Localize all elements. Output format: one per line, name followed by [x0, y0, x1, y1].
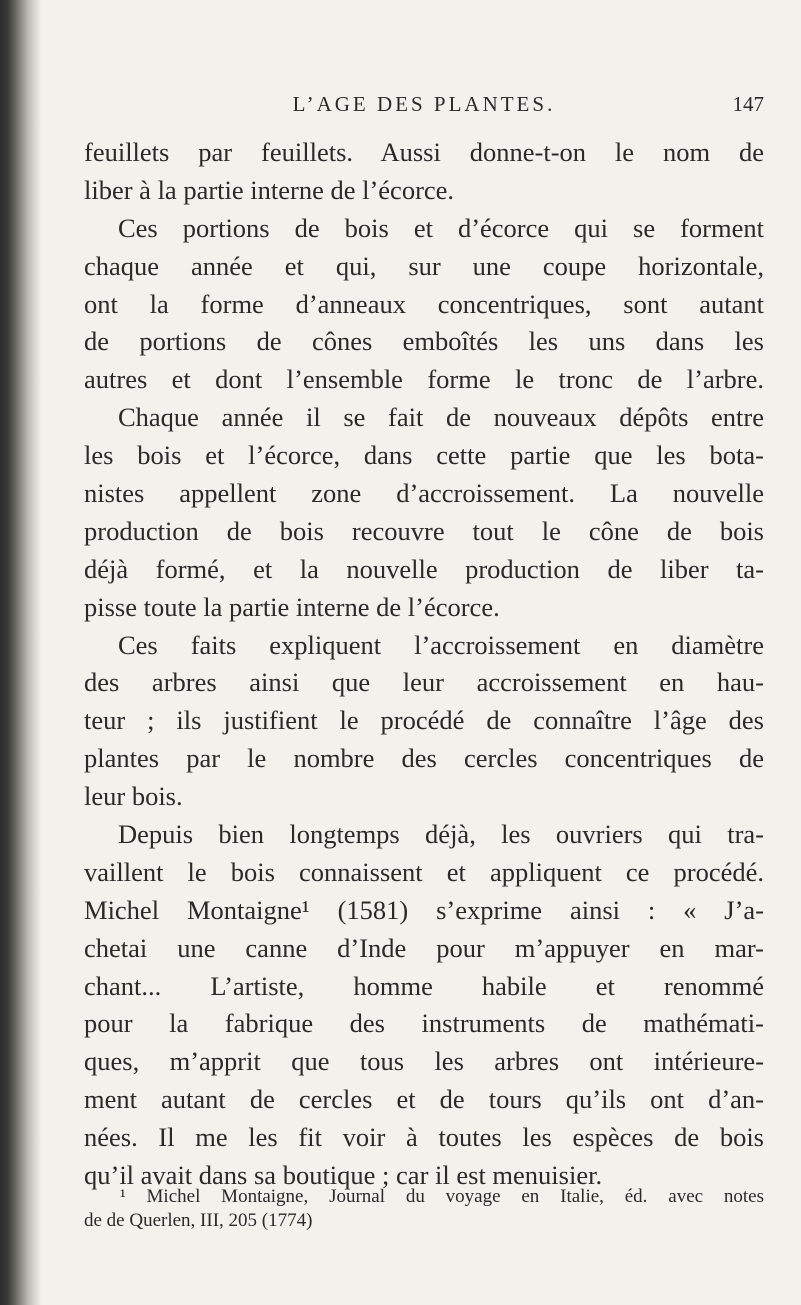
- text-line: autres et dont l’ensemble forme le tronc de l’arbre.: [84, 364, 764, 395]
- text-line: leur bois.: [84, 781, 183, 812]
- text-line: chaque année et qui, sur une coupe horizontale,: [84, 250, 764, 281]
- text-line: feuillets par feuillets. Aussi donne-t-on le nom de: [84, 137, 764, 167]
- text-line: Michel Montaigne¹ (1581) s’exprime ainsi : « J’a-: [84, 894, 764, 925]
- text-line: nistes appellent zone d’accroissement. La nouvelle: [84, 478, 764, 509]
- text-line: pisse toute la partie interne de l’écorce.: [84, 591, 500, 622]
- footnote-line: ¹ Michel Montaigne, Journal du voyage en Italie, éd. avec notes: [120, 1186, 764, 1207]
- footnotes: [84, 1185, 764, 1233]
- text-line: production de bois recouvre tout le cône de bois: [84, 515, 764, 546]
- text-line: ment autant de cercles et de tours qu’ils ont d’an-: [84, 1084, 764, 1115]
- footnote-line: de de Querlen, III, 205 (1774): [84, 1210, 313, 1231]
- text-line: vaillent le bois connaissent et appliquent ce procédé.: [84, 856, 764, 887]
- text-line: plantes par le nombre des cercles concentriques de: [84, 743, 764, 774]
- text-line: qu’il avait dans sa boutique ; car il est menuisier.: [84, 1160, 603, 1191]
- text-line: chant... L’artiste, homme habile et renommé: [84, 970, 764, 1001]
- text-line: chetai une canne d’Inde pour m’appuyer en mar-: [84, 932, 764, 963]
- page-number: 147: [732, 92, 764, 116]
- text-line: nées. Il me les fit voir à toutes les espèces de bois: [84, 1122, 764, 1153]
- text-line: les bois et l’écorce, dans cette partie que les bota-: [84, 440, 764, 471]
- text-line: Ces portions de bois et d’écorce qui se forment: [118, 212, 764, 243]
- body-text: [84, 134, 764, 1195]
- running-title: L’AGE DES PLANTES.: [292, 92, 556, 116]
- running-header: [84, 92, 764, 122]
- text-line: déjà formé, et la nouvelle production de liber ta-: [84, 553, 764, 584]
- text-line: pour la fabrique des instruments de mathémati-: [84, 1008, 764, 1039]
- text-line: Depuis bien longtemps déjà, les ouvriers qui tra-: [118, 819, 764, 850]
- text-line: de portions de cônes emboîtés les uns dans les: [84, 326, 764, 357]
- text-line: des arbres ainsi que leur accroissement en hau-: [84, 667, 764, 698]
- text-line: liber à la partie interne de l’écorce.: [84, 174, 455, 205]
- text-line: ont la forme d’anneaux concentriques, sont autant: [84, 288, 764, 319]
- book-binding-edge: [0, 0, 42, 1305]
- text-line: Ces faits expliquent l’accroissement en diamètre: [118, 629, 764, 660]
- text-line: ques, m’apprit que tous les arbres ont intérieure-: [84, 1046, 764, 1077]
- text-line: teur ; ils justifient le procédé de connaître l’âge des: [84, 705, 764, 736]
- text-line: Chaque année il se fait de nouveaux dépôts entre: [118, 402, 764, 433]
